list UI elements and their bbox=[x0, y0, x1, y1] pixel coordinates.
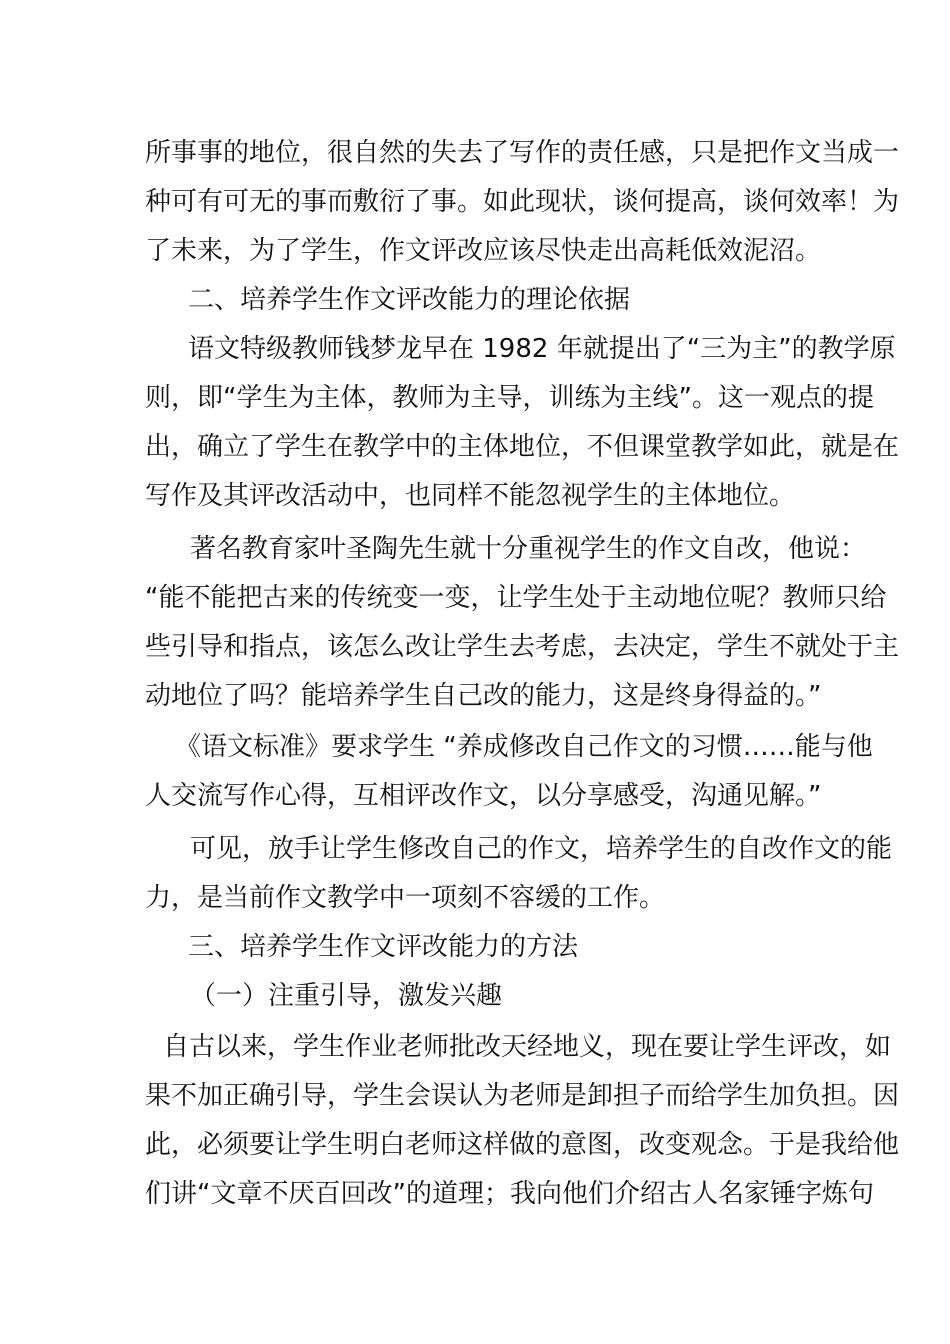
body-text-line: 种可有可无的事而敷衍了事。如此现状，谈何提高，谈何效率！为 bbox=[145, 187, 900, 217]
section-heading: 三、培养学生作文评改能力的方法 bbox=[188, 932, 579, 962]
body-text-line: 著名教育家叶圣陶先生就十分重视学生的作文自改，他说： bbox=[190, 534, 867, 564]
subsection-heading: （一）注重引导，激发兴趣 bbox=[190, 981, 503, 1011]
body-text-line: 了未来，为了学生，作文评改应该尽快走出高耗低效泥沼。 bbox=[145, 236, 822, 266]
body-text-line: 则，即“学生为主体，教师为主导，训练为主线”。这一观点的提 bbox=[145, 383, 874, 413]
body-text-line: 自古以来，学生作业老师批改天经地义，现在要让学生评改，如 bbox=[163, 1032, 892, 1062]
body-text-line: 动地位了吗？能培养学生自己改的能力，这是终身得益的。” bbox=[145, 681, 822, 711]
body-text-line: 些引导和指点，该怎么改让学生去考虑，去决定，学生不就处于主 bbox=[145, 632, 900, 662]
section-heading: 二、培养学生作文评改能力的理论依据 bbox=[188, 285, 631, 315]
body-text-line: 此，必须要让学生明白老师这样做的意图，改变观念。于是我给他 bbox=[145, 1130, 900, 1160]
body-text-line: 语文特级教师钱梦龙早在 1982 年就提出了“三为主”的教学原 bbox=[188, 334, 896, 364]
body-text-line: 们讲“文章不厌百回改”的道理；我向他们介绍古人名家锤字炼句 bbox=[145, 1179, 874, 1209]
body-text-line: “能不能把古来的传统变一变，让学生处于主动地位呢？教师只给 bbox=[145, 583, 887, 613]
body-text-line: 写作及其评改活动中，也同样不能忽视学生的主体地位。 bbox=[145, 481, 796, 511]
body-text-line: 所事事的地位，很自然的失去了写作的责任感，只是把作文当成一 bbox=[145, 138, 900, 168]
body-text-line: 《语文标准》要求学生 “养成修改自己作文的习惯……能与他 bbox=[175, 732, 873, 762]
body-text-line: 可见，放手让学生修改自己的作文，培养学生的自改作文的能 bbox=[190, 834, 893, 864]
body-text-line: 出，确立了学生在教学中的主体地位，不但课堂教学如此，就是在 bbox=[145, 432, 900, 462]
body-text-line: 人交流写作心得，互相评改作文，以分享感受，沟通见解。” bbox=[145, 781, 822, 811]
body-text-line: 果不加正确引导，学生会误认为老师是卸担子而给学生加负担。因 bbox=[145, 1081, 900, 1111]
body-text-line: 力，是当前作文教学中一项刻不容缓的工作。 bbox=[145, 883, 666, 913]
